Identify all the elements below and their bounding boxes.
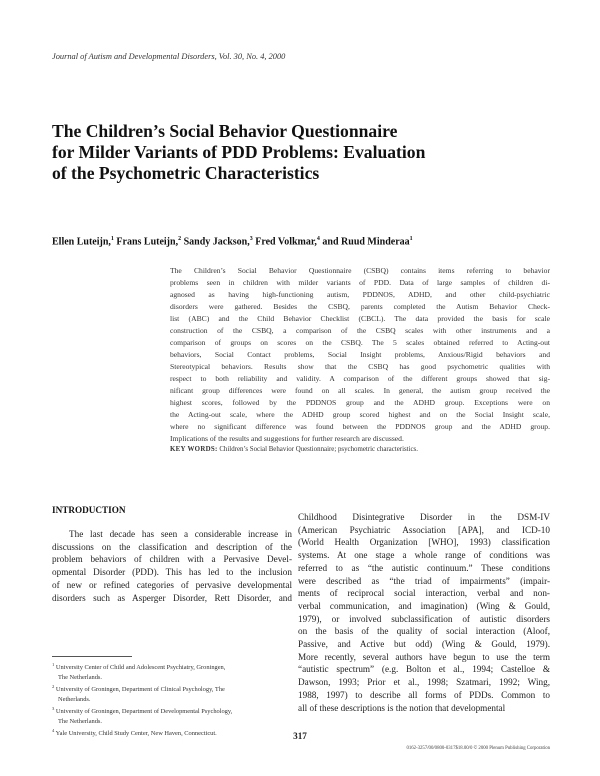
body-line: of new or refined categories of pervasive developmental bbox=[52, 579, 292, 590]
footnote-text: Yale University, Child Study Center, New Haven, Connecticut. bbox=[55, 730, 217, 738]
footnotes bbox=[52, 660, 292, 739]
body-line: The last decade has seen a considerable increase in bbox=[69, 529, 292, 539]
body-line: systems. At one stage a whole range of conditions was bbox=[298, 550, 550, 561]
journal-citation: Journal of Autism and Developmental Disorders, Vol. 30, No. 4, 2000 bbox=[52, 52, 286, 61]
footnote-number: 1 bbox=[52, 662, 55, 667]
footnote-continuation: The Netherlands. bbox=[58, 673, 103, 681]
footnote bbox=[52, 660, 292, 673]
paper-title bbox=[52, 121, 552, 184]
footnote-continuation: The Netherlands. bbox=[58, 717, 103, 725]
author-name: Frans Luteijn, bbox=[116, 236, 179, 248]
abstract-line: behaviors, Social Contact problems, Social Insight problems, Anxious/Rigid behaviors and bbox=[170, 350, 550, 359]
title-line: The Children’s Social Behavior Questionnaire bbox=[52, 121, 398, 141]
abstract-line: problems seen in children with milder variants of PDD. Data of large samples of children di- bbox=[170, 278, 550, 287]
keywords-label: KEY WORDS: bbox=[170, 446, 218, 453]
body-column-left bbox=[52, 528, 292, 604]
body-line: ments of reciprocal social interaction, verbal and non- bbox=[298, 588, 550, 599]
abstract-line: Implications of the results and suggestions for further research are discussed. bbox=[170, 434, 404, 443]
body-line: discussions on the classification and description of the bbox=[52, 541, 292, 552]
footnote-divider bbox=[52, 656, 132, 657]
footnote bbox=[52, 704, 292, 717]
abstract-line: disorders were gathered. Besides the CSBQ, parents completed the Autism Behavior Check- bbox=[170, 302, 550, 311]
abstract-line: The Children’s Social Behavior Questionnaire (CSBQ) contains items referring to behavior bbox=[170, 266, 550, 275]
abstract-line: list (ABC) and the Child Behavior Checklist (CBCL). The data provided the basis for scale bbox=[170, 314, 550, 323]
abstract-line: respect to both reliability and validity. A comparison of the different groups showed that sig- bbox=[170, 374, 550, 383]
body-line: More recently, several authors have begun to use the term bbox=[298, 651, 550, 662]
body-line: on the basis of the quality of social interaction (Aloof, bbox=[298, 626, 550, 637]
abstract-line: agnosed as having high-functioning autism, PDDNOS, ADHD, and other child-psychiatric bbox=[170, 290, 550, 299]
body-line: (American Psychiatric Association [APA], and ICD-10 bbox=[298, 524, 550, 535]
footnote-number: 3 bbox=[52, 706, 55, 712]
body-line: Passive, and Active but odd) (Wing & Gould, 1979). bbox=[298, 639, 550, 650]
author-affiliation-mark: 1 bbox=[409, 236, 413, 242]
footnote-continuation: Netherlands. bbox=[58, 695, 91, 703]
body-line: 1979), or involved subclassification of autistic disorders bbox=[298, 613, 550, 624]
abstract-line: comparison of groups on scores on the CSBQ. The 5 scales obtained referred to Acting-out bbox=[170, 338, 550, 347]
author-name: Fred Volkmar, bbox=[255, 236, 317, 248]
author-affiliation-mark: 3 bbox=[249, 236, 253, 242]
author-list bbox=[52, 236, 413, 247]
author-name: and Ruud Minderaa bbox=[322, 236, 410, 248]
body-line: problem behaviors of children with a Pervasive Devel- bbox=[52, 554, 292, 565]
body-line: (World Health Organization [WHO], 1993) classification bbox=[298, 537, 550, 548]
body-line: were described as “the triad of impairments” (impair- bbox=[298, 575, 550, 586]
body-line: all of these descriptions is the notion that developmental bbox=[298, 702, 506, 713]
abstract-line: where no significant difference was found between the PDDNOS group and the ADHD group. bbox=[170, 422, 550, 431]
body-line: Dawson, 1993; Prior et al., 1998; Szatmari, 1992; Wing, bbox=[298, 677, 550, 688]
author-affiliation-mark: 2 bbox=[178, 236, 182, 242]
title-line: for Milder Variants of PDD Problems: Evaluation bbox=[52, 142, 426, 162]
title-line: of the Psychometric Characteristics bbox=[52, 163, 320, 183]
copyright-line: 0162-3257/00/0800-0317$18.00/0 © 2000 Plenum Publishing Corporation bbox=[406, 746, 550, 751]
abstract bbox=[170, 265, 550, 445]
body-line: “autistic spectrum” (e.g. Bolton et al., 1994; Castelloe & bbox=[298, 664, 550, 675]
footnote-number: 2 bbox=[52, 684, 55, 690]
footnote-text: University Center of Child and Adolescent Psychiatry, Groningen, bbox=[55, 664, 226, 672]
page-number: 317 bbox=[293, 731, 307, 741]
author-affiliation-mark: 1 bbox=[110, 236, 114, 242]
author-affiliation-mark: 4 bbox=[316, 236, 320, 242]
body-line: 1988, 1997) to describe all forms of PDDs. Common to bbox=[298, 689, 550, 700]
abstract-line: Stereotypical behaviors. Results show that the CSBQ has good psychometric qualities with bbox=[170, 362, 550, 371]
section-heading-introduction: INTRODUCTION bbox=[52, 505, 126, 515]
body-line: referred to as “the autistic continuum.” These conditions bbox=[298, 562, 550, 573]
keywords bbox=[170, 446, 418, 453]
abstract-line: nificant group differences were found on all scales. In general, the autism group received the bbox=[170, 386, 550, 395]
abstract-line: the Acting-out scale, where the ADHD group scored highest and on the Social Insight scale, bbox=[170, 410, 550, 419]
body-line: Childhood Disintegrative Disorder in the DSM-IV bbox=[298, 512, 550, 522]
abstract-line: construction of the CSBQ, a comparison of the CSBQ scales with other instruments and a bbox=[170, 326, 550, 335]
body-column-right bbox=[298, 511, 550, 714]
author-name: Ellen Luteijn, bbox=[52, 236, 111, 248]
footnote-number: 4 bbox=[52, 728, 55, 734]
body-line: opmental Disorder (PDD). This has led to the inclusion bbox=[52, 567, 292, 578]
body-line: verbal communication, and imagination) (Wing & Gould, bbox=[298, 600, 550, 611]
footnote-text: University of Groningen, Department of Clinical Psychology, The bbox=[55, 686, 225, 694]
footnote-text: University of Groningen, Department of Developmental Psychology, bbox=[55, 708, 233, 716]
footnote bbox=[52, 682, 292, 695]
keywords-text: Children’s Social Behavior Questionnaire; psychometric characteristics. bbox=[217, 446, 418, 453]
author-name: Sandy Jackson, bbox=[183, 236, 250, 248]
body-line: disorders such as Asperger Disorder, Rett Disorder, and bbox=[52, 592, 292, 603]
abstract-line: highest scores, followed by the PDDNOS group and the ADHD group. Exceptions were on bbox=[170, 398, 550, 407]
